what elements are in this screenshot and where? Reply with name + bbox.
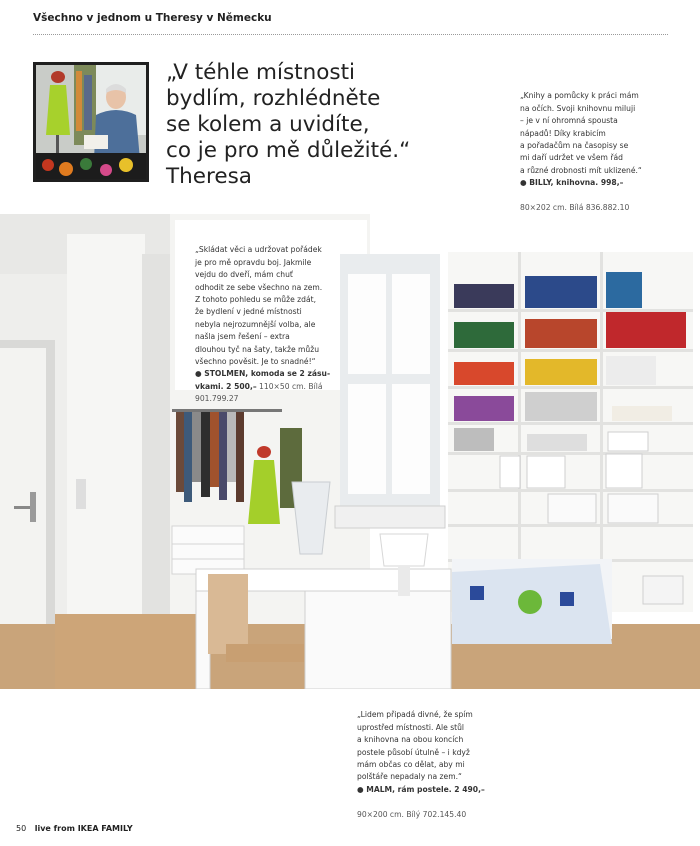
- caption-malm-dims: 90×200 cm. Bílý 702.145.40: [357, 809, 467, 819]
- caption-stolmen: [195, 232, 365, 418]
- caption-billy-product: ● BILLY, knihovna. 998,–: [520, 178, 624, 188]
- pull-quote: „V téhle místnosti bydlím, rozhlédněte se kolem a uvidíte, co je pro mě důležité.“ Theresa: [166, 60, 411, 189]
- caption-stolmen-product: ● STOLMEN, komoda se 2 zásu- vkami. 2 500,–: [195, 369, 331, 391]
- caption-malm-product: ● MALM, rám postele. 2 490,–: [357, 784, 485, 794]
- caption-billy-text: „Knihy a pomůcky k práci mám na očích. Svoji knihovnu miluji – je v ní ohromná spousta nápadů! Díky krabicím a pořadačům na časopisy se mi daří udržet ve všem řád a různé drobnosti mít uklizené.“: [520, 91, 642, 175]
- footer-source: live from IKEA FAMILY: [34, 824, 133, 833]
- caption-stolmen-text: „Skládat věci a udržovat pořádek je pro mě opravdu boj. Jakmile vejdu do dveří, mám chuť odhodit ze sebe všechno na zem. Z tohoto pohledu se může zdát, že bydlení v jedné místnosti nebyla nejrozumnější volba, ale našla jsem řešení – extra dlouhou tyč na šaty, takže můžu všechno pověsit. Je to snadné!“: [195, 245, 323, 367]
- caption-billy: [520, 78, 670, 227]
- page-header: Všechno v jednom u Theresy v Německu: [33, 12, 668, 35]
- caption-stolmen-dims: 110×50 cm. Bílá 901.799.27: [195, 381, 323, 404]
- caption-malm-text: „Lidem připadá divné, že spím uprostřed místnosti. Ale stůl a knihovna na obou koncích postele působí útulně – i když mám občas co dělat, aby mi polštáře nepadaly na zem.“: [357, 710, 473, 782]
- page-footer: [16, 824, 133, 833]
- caption-billy-dims: 80×202 cm. Bílá 836.882.10: [520, 203, 630, 213]
- page-number: 50: [16, 824, 27, 833]
- caption-malm: [357, 697, 507, 833]
- theresa-portrait-photo: [33, 62, 149, 182]
